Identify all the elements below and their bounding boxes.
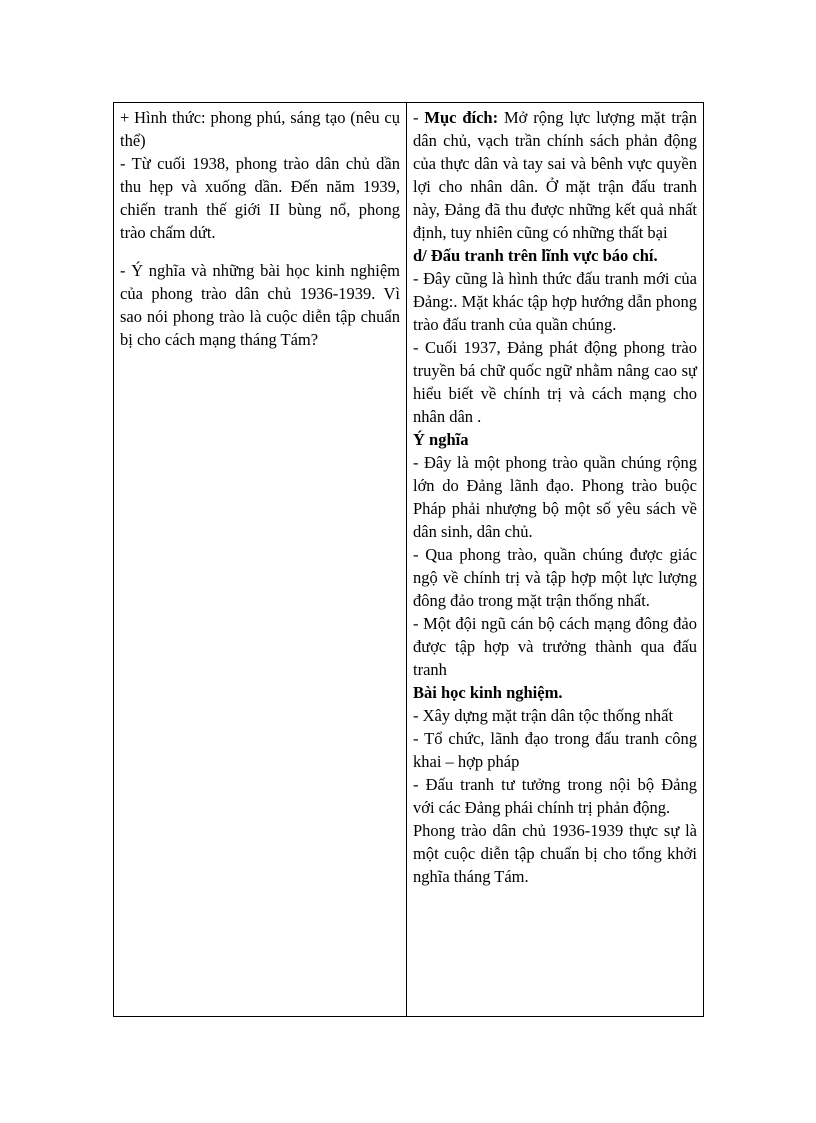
meaning-item-1: - Đây là một phong trào quần chúng rộng lớn do Đảng lãnh đạo. Phong trào buộc Pháp phải nhượng bộ một số yêu sách về dân sinh, dân chủ. xyxy=(413,453,697,541)
form-paragraph: + Hình thức: phong phú, sáng tạo (nêu cụ thể) xyxy=(120,108,400,150)
purpose-paragraph xyxy=(413,106,697,244)
content-table xyxy=(113,102,704,1017)
meaning-item-2: - Qua phong trào, quần chúng được giác ngộ về chính trị và tập hợp một lực lượng đông đảo trong mặt trận thống nhất. xyxy=(413,545,697,610)
lesson-item-3: - Đấu tranh tư tưởng trong nội bộ Đảng với các Đảng phái chính trị phản động. xyxy=(413,775,697,817)
right-column xyxy=(407,103,703,1016)
purpose-prefix: - xyxy=(413,108,425,127)
decline-paragraph: - Từ cuối 1938, phong trào dân chủ dần thu hẹp và xuống dần. Đến năm 1939, chiến tranh thế giới II bùng nổ, phong trào chấm dứt. xyxy=(120,154,400,242)
purpose-label: Mục đích: xyxy=(424,108,499,127)
purpose-text: Mở rộng lực lượng mặt trận dân chủ, vạch trần chính sách phản động của thực dân và tay sai và bênh vực quyền lợi cho nhân dân. Ở mặt trận đấu tranh này, Đảng đã thu được những kết quả nhất định, tuy nhiên cũng có những thất bại xyxy=(413,108,697,242)
paragraph-spacer xyxy=(120,244,400,259)
lessons-heading: Bài học kinh nghiệm. xyxy=(413,683,563,702)
press-item-2: - Cuối 1937, Đảng phát động phong trào truyền bá chữ quốc ngữ nhằm nâng cao sự hiểu biết về chính trị và cách mạng cho nhân dân . xyxy=(413,338,697,426)
meaning-heading: Ý nghĩa xyxy=(413,430,469,449)
question-paragraph: - Ý nghĩa và những bài học kinh nghiệm của phong trào dân chủ 1936-1939. Vì sao nói phong trào là cuộc diễn tập chuẩn bị cho cách mạng tháng Tám? xyxy=(120,261,400,349)
press-item-1: - Đây cũng là hình thức đấu tranh mới của Đảng:. Mặt khác tập hợp hướng dẫn phong trào đấu tranh của quần chúng. xyxy=(413,269,697,334)
lesson-item-2: - Tổ chức, lãnh đạo trong đấu tranh công khai – hợp pháp xyxy=(413,729,697,771)
conclusion-paragraph: Phong trào dân chủ 1936-1939 thực sự là một cuộc diễn tập chuẩn bị cho tổng khởi nghĩa tháng Tám. xyxy=(413,821,697,886)
meaning-item-3: - Một đội ngũ cán bộ cách mạng đông đảo được tập hợp và trưởng thành qua đấu tranh xyxy=(413,614,697,679)
left-column xyxy=(114,103,407,1016)
press-heading: d/ Đấu tranh trên lĩnh vực báo chí. xyxy=(413,246,658,265)
lesson-item-1: - Xây dựng mặt trận dân tộc thống nhất xyxy=(413,706,674,725)
